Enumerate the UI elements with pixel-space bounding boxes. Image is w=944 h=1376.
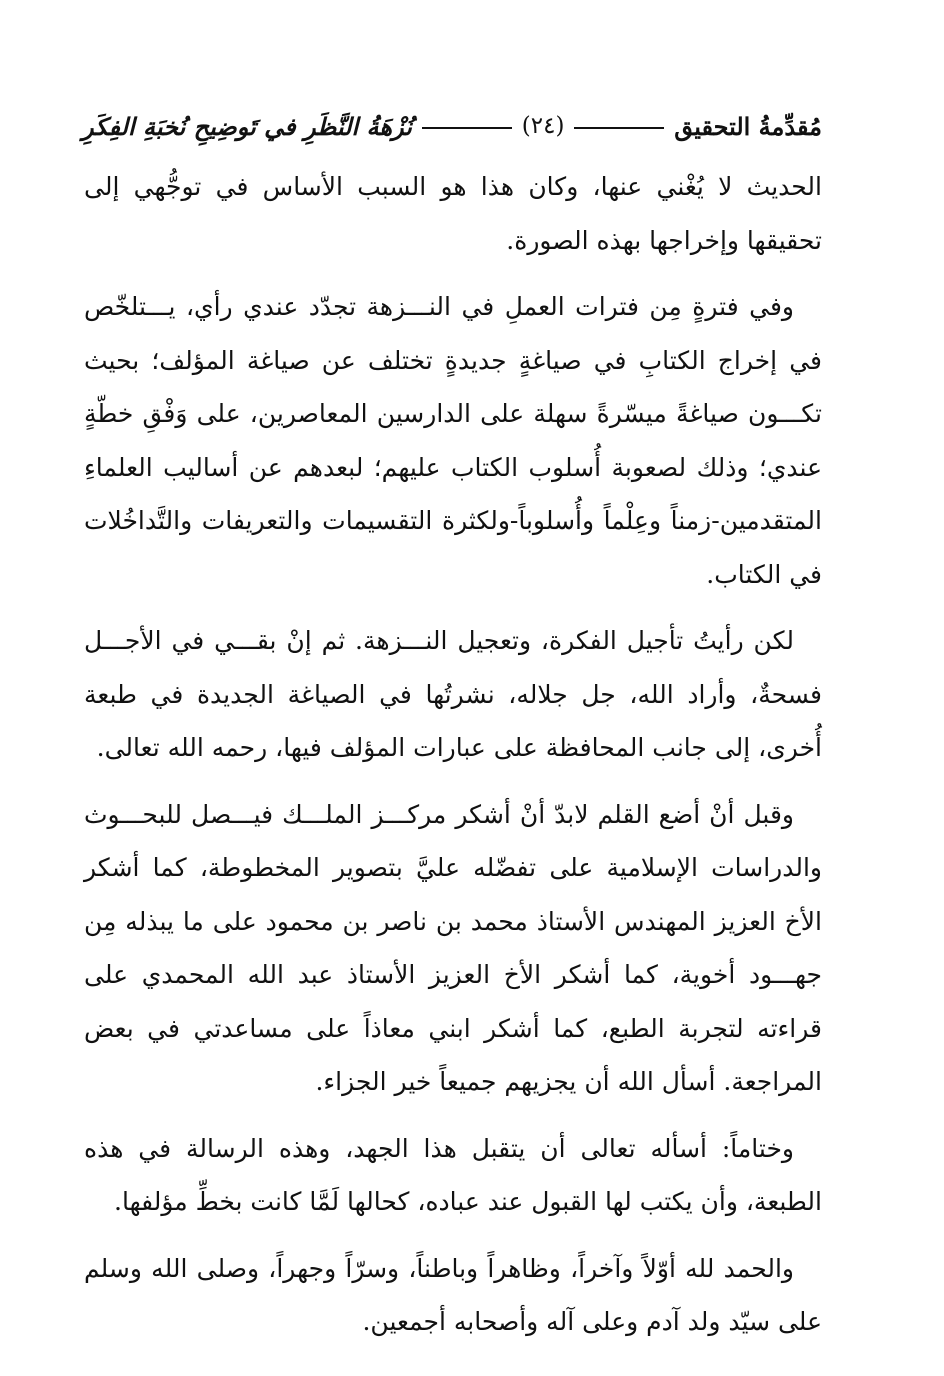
header-rule-left — [422, 127, 512, 129]
book-title: نُزْهَةُ النَّظَرِ في تَوضِيحِ نُخبَةِ الفِكَرِ — [82, 111, 412, 141]
running-header — [82, 104, 822, 148]
header-rule-right — [574, 127, 664, 129]
paragraph-deferral: لكن رأيتُ تأجيل الفكرة، وتعجيل النـــزهة. ثم إنْ بقـــي في الأجـــل فسحةٌ، وأراد الله، جل جلاله، نشرتُها في الصياغة الجديدة في طبعة أُخرى، إلى جانب المحافظة على عبارات المؤلف فيها، رحمه الله تعالى. — [84, 626, 822, 762]
paragraph-closing: وختاماً: أسأله تعالى أن يتقبل هذا الجهد، وهذه الرسالة في هذه الطبعة، وأن يكتب لها القبول عند عباده، كحالها لَمَّا كانت بخطِّ مؤلفها. — [84, 1133, 822, 1216]
paragraph-continuation: الحديث لا يُغْني عنها، وكان هذا هو السبب الأساس في توجُّهي إلى تحقيقها وإخراجها بهذه الصورة. — [84, 172, 822, 255]
paragraph-acknowledgements: وقبل أنْ أضع القلم لابدّ أنْ أشكر مركـــز الملـــك فيـــصل للبحـــوث والدراسات الإسلامية على تفضّله عليَّ بتصوير المخطوطة، كما أشكر الأخ العزيز المهندس الأستاذ محمد بن ناصر بن محمود على ما يبذله مِن جهـــود أخوية، كما أشكر الأخ العزيز الأستاذ عبد الله المحمدي على قراءته لتجربة الطبع، كما أشكر ابني معاذاً على مساعدتي في بعض المراجعة. أسأل الله أن يجزيهم جميعاً خير الجزاء. — [84, 799, 822, 1096]
paragraph-new-formulation: وفي فترةٍ مِن فترات العملِ في النـــزهة تجدّد عندي رأي، يـــتلخّص في إخراج الكتابِ في صياغةٍ جديدةٍ تختلف عن صياغة المؤلف؛ بحيث تكـــون صياغةً ميسّرةً سهلة على الدارسين المعاصرين، على وَفْقِ خطّةٍ عندي؛ وذلك لصعوبة أُسلوب الكتاب عليهم؛ لبعدهم عن أساليب العلماءِ المتقدمين-زمناً وعِلْماً وأُسلوباً-ولكثرة التقسيمات والتعريفات والتَّداخُلات في الكتاب. — [84, 292, 822, 589]
section-title: مُقدِّمةُ التحقيق — [674, 111, 822, 141]
body-text — [84, 160, 822, 1362]
paragraph-final-praise: والحمد لله أوّلاً وآخراً، وظاهراً وباطناً، وسرّاً وجهراً، وصلى الله وسلم على سيّد ولد آدم وعلى آله وأصحابه أجمعين. — [84, 1253, 822, 1336]
page-number: (٢٤) — [521, 113, 565, 139]
